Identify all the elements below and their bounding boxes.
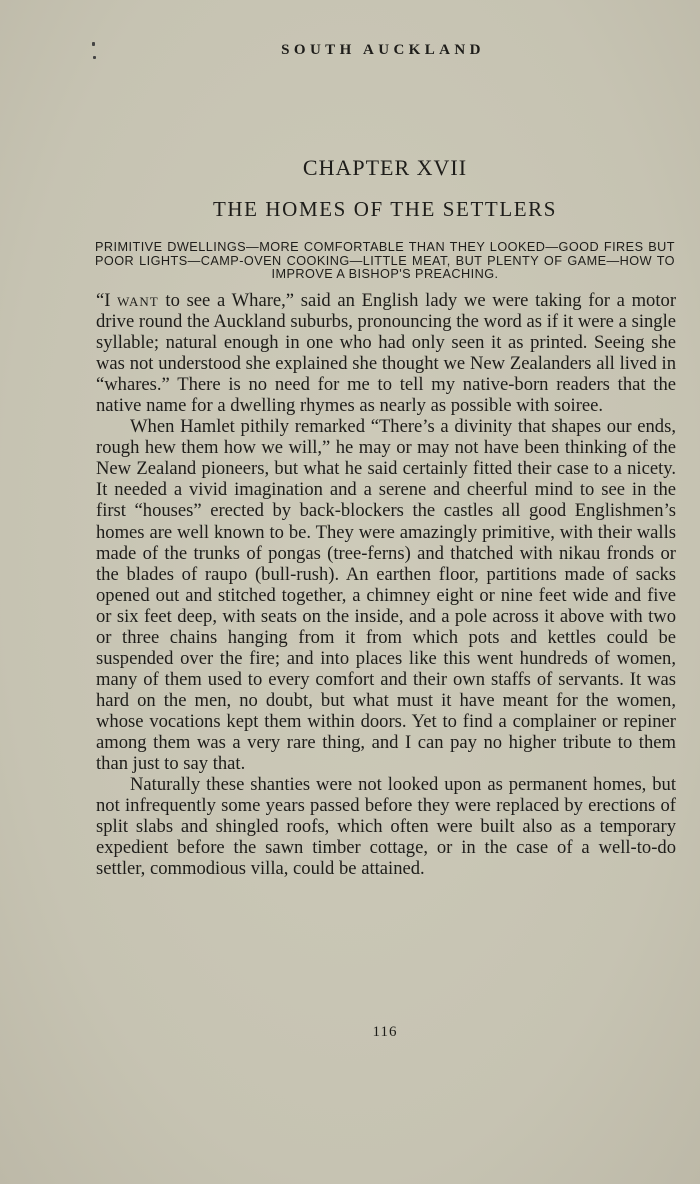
running-head: SOUTH AUCKLAND [281, 42, 485, 58]
paragraph-2: When Hamlet pithily remarked “There’s a divinity that shapes our ends, rough hew them how we will,” he may or may not have been thinking of the New Zealand pioneers, but what he said certainly fitted their case to a nicety. It needed a vivid imagination and a serene and cheerful mind to see in the first “houses” erected by back-blockers the castles all good Englishmen’s homes are well known to be. They were amazingly primitive, with their walls made of the trunks of pongas (tree-ferns) and thatched with nikau fronds or the blades of raupo (bull-rush). An earthen floor, partitions made of sacks opened out and stitched together, a chimney eight or nine feet wide and five or six feet deep, with seats on the inside, and a pole across it above with two or three chains hanging from it from which pots and kettles could be suspended over the fire; and into places like this went hundreds of women, many of them used to every comfort and their own staffs of servants. It was hard on the men, no doubt, but what must it have meant for the women, whose vocations kept them within doors. Yet to find a complainer or repiner among them was a very rare thing, and I can pay no higher tribute to them than just to say that. [96, 416, 676, 775]
chapter-number: CHAPTER XVII [302, 155, 468, 180]
chapter-synopsis: PRIMITIVE DWELLINGS—MORE COMFORTABLE THAN THEY LOOKED—GOOD FIRES BUT POOR LIGHTS—CAMP-OVEN COOKING—LITTLE MEAT, BUT PLENTY OF GAME—HOW TO IMPROVE A BISHOP'S PREACHING. [95, 240, 675, 281]
chapter-title: THE HOMES OF THE SETTLERS [212, 197, 558, 221]
paragraph-3: Naturally these shanties were not looked upon as permanent homes, but not infrequently some years passed before they were replaced by erections of split slabs and shingled roofs, which often were built also as a temporary expedient before the sawn timber cottage, or in the case of a well-to-do settler, commodious villa, could be attained. [96, 774, 676, 880]
body-text [96, 290, 676, 879]
paragraph-1-text: to see a Whare,” said an English lady we were taking for a motor drive round the Auckland suburbs, pronouncing the word as if it were a single syllable; natural enough in one who had only seen it as printed. Seeing she was not understood she explained she thought we New Zealanders all lived in “whares.” There is no need for me to tell my native-born readers that the native name for a dwelling rhymes as nearly as possible with soiree. [96, 290, 677, 417]
paragraph-1 [96, 290, 676, 416]
print-speck [92, 42, 95, 46]
opening-word-small-caps: want [117, 290, 159, 311]
page-number: 116 [372, 1024, 398, 1040]
opening-quote: “I [96, 290, 118, 311]
print-speck [93, 56, 96, 59]
